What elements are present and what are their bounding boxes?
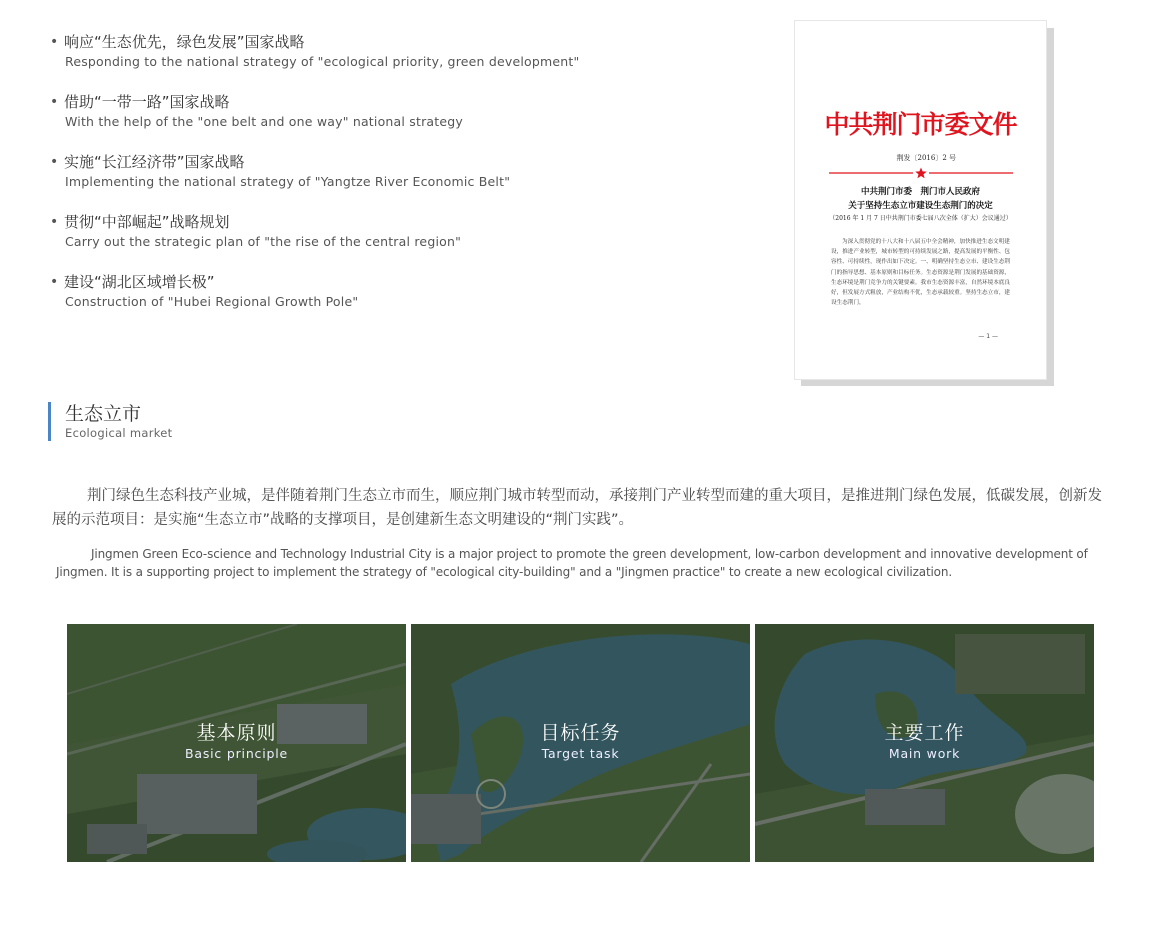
section-title-en: Ecological market <box>65 426 173 440</box>
bullet-icon: • <box>50 34 59 50</box>
strategy-title: 响应“生态优先，绿色发展”国家战略 <box>64 33 305 51</box>
card-subtitle: Basic principle <box>185 746 288 761</box>
card-target-task[interactable] <box>411 624 750 862</box>
card-title: 基本原则 <box>196 722 277 744</box>
document-number: 荆发〔2016〕2 号 <box>896 154 956 162</box>
bullet-icon: • <box>50 214 59 230</box>
bullet-icon: • <box>50 274 59 290</box>
strategy-title: 借助“一带一路”国家战略 <box>64 93 230 111</box>
card-title: 目标任务 <box>540 722 621 744</box>
document-page-number: — 1 — <box>978 333 998 340</box>
document-subtitle: （2016 年 1 月 7 日中共荆门市委七届八次全体（扩大）会议通过） <box>829 215 1012 222</box>
card-label <box>411 721 750 762</box>
strategy-subtitle: Responding to the national strategy of "ecological priority, green development" <box>65 54 580 69</box>
document-title: 中共荆门市委文件 <box>824 110 1017 139</box>
strategy-subtitle: Carry out the strategic plan of "the rise of the central region" <box>65 234 462 249</box>
strategy-item <box>50 152 750 212</box>
card-label <box>67 721 406 762</box>
red-rule-star-icon <box>829 167 1013 179</box>
intro-paragraph-zh: 荆门绿色生态科技产业城，是伴随着荆门生态立市而生，顺应荆门城市转型而动，承接荆门产业转型而建的重大项目，是推进荆门绿色发展，低碳发展，创新发展的示范项目：是实施“生态立市”战略的支撑项目，是创建新生态文明建设的“荆门实践”。 <box>52 488 1102 528</box>
policy-document-image <box>794 20 1047 380</box>
strategy-subtitle: Implementing the national strategy of "Yangtze River Economic Belt" <box>65 174 511 189</box>
strategy-subtitle: Construction of "Hubei Regional Growth Pole" <box>65 294 359 309</box>
intro-paragraph-en: Jingmen Green Eco-science and Technology Industrial City is a major project to promote the green development, low-carbon development and innovative development of Jingmen. It is a supporting project to implement the strategy of "ecological city-building" and a "Jingmen practice" to create a new ecological civilization. <box>56 547 1088 579</box>
strategy-item <box>50 212 750 272</box>
card-subtitle: Target task <box>541 746 620 761</box>
bullet-icon: • <box>50 154 59 170</box>
strategy-title: 建设“湖北区域增长极” <box>64 273 215 291</box>
strategy-title: 贯彻“中部崛起”战略规划 <box>64 213 230 231</box>
document-heading-line2: 关于坚持生态立市建设生态荆门的决定 <box>848 201 993 211</box>
strategy-item <box>50 92 750 152</box>
card-title: 主要工作 <box>884 722 965 744</box>
card-label <box>755 721 1094 762</box>
strategy-item <box>50 32 750 92</box>
card-subtitle: Main work <box>888 746 961 761</box>
strategy-subtitle: With the help of the "one belt and one way" national strategy <box>65 114 463 129</box>
document-heading-line1: 中共荆门市委 荆门市人民政府 <box>860 187 980 197</box>
section-title-zh: 生态立市 <box>65 403 142 425</box>
section-title <box>48 402 172 441</box>
document-body: 为深入贯彻党的十八大和十八届五中全会精神，加快推进生态文明建设，推进产业转型，城市转型的可持续发展之路，提高发展的平衡性、包容性、可持续性，现作出如下决定。一、明确坚持生态立市、建设生态荆门的指导思想、基本原则和目标任务。生态资源是荆门发展的基础资源，生态环境是荆门竞争力的关键要素。我市生态资源丰富，自然环境本底良好，但发展方式粗放，产业结构不优，生态承载较重。坚持生态立市，建设生态荆门， <box>831 239 1011 307</box>
feature-cards <box>67 624 1094 862</box>
bullet-icon: • <box>50 94 59 110</box>
strategy-title: 实施“长江经济带”国家战略 <box>64 153 245 171</box>
strategy-item <box>50 272 750 332</box>
card-basic-principle[interactable] <box>67 624 406 862</box>
card-main-work[interactable] <box>755 624 1094 862</box>
strategy-list <box>50 32 750 332</box>
